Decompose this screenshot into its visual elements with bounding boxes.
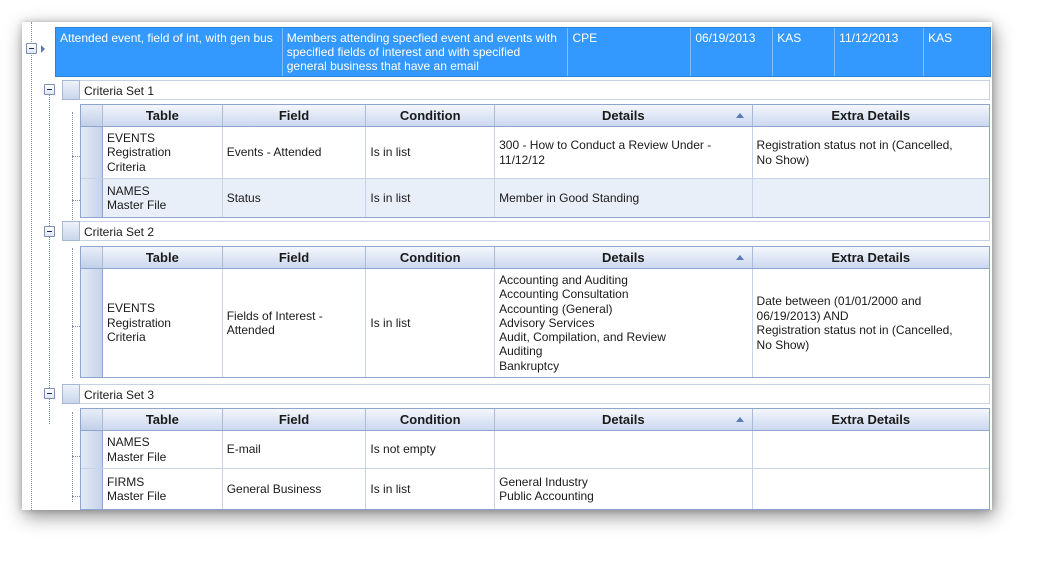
- collapse-icon[interactable]: [44, 388, 55, 399]
- cell-details[interactable]: Accounting and Auditing Accounting Consultation Accounting (General) Advisory Services Audit, Compilation, and Review Auditing Bankruptcy: [495, 269, 752, 377]
- master-type-cell[interactable]: CPE: [568, 28, 691, 76]
- sort-ascending-icon: [736, 113, 744, 118]
- row-header-corner: [81, 247, 103, 268]
- tree-line: [72, 456, 80, 457]
- collapse-icon[interactable]: [44, 84, 55, 95]
- criteria-set-3-table: [80, 408, 990, 510]
- collapse-icon[interactable]: [26, 43, 37, 54]
- tree-line: [72, 156, 80, 157]
- criteria-set-2-table: [80, 246, 990, 378]
- master-modified-date-cell[interactable]: 11/12/2013: [835, 28, 924, 76]
- table-header: [81, 105, 989, 127]
- row-header-corner: [81, 409, 103, 430]
- master-created-by-cell[interactable]: KAS: [773, 28, 835, 76]
- column-header-condition[interactable]: Condition: [366, 105, 495, 126]
- column-header-table[interactable]: Table: [103, 105, 223, 126]
- row-header-corner: [81, 105, 103, 126]
- row-header[interactable]: [81, 269, 103, 377]
- table-row[interactable]: [81, 269, 989, 377]
- sort-ascending-icon: [736, 255, 744, 260]
- cell-extra-details[interactable]: [753, 469, 989, 509]
- tree-line: [72, 326, 80, 327]
- column-header-details-label: Details: [601, 108, 645, 123]
- column-header-condition[interactable]: Condition: [366, 247, 495, 268]
- tree-line: [72, 112, 73, 222]
- column-header-field[interactable]: Field: [223, 247, 367, 268]
- tree-line: [31, 22, 32, 510]
- tree-line: [72, 200, 80, 201]
- row-handle[interactable]: [62, 384, 80, 404]
- cell-table[interactable]: FIRMS Master File: [103, 469, 223, 509]
- column-header-table[interactable]: Table: [103, 247, 223, 268]
- table-row[interactable]: [81, 431, 989, 469]
- master-description-cell[interactable]: Members attending specfied event and events with specified fields of interest and with specified general business that have an email: [283, 28, 569, 76]
- cell-table[interactable]: NAMES Master File: [103, 179, 223, 217]
- row-header[interactable]: [81, 179, 103, 217]
- column-header-details[interactable]: [495, 105, 752, 126]
- master-name-cell[interactable]: Attended event, field of int, with gen bus: [56, 28, 283, 76]
- cell-extra-details[interactable]: Date between (01/01/2000 and 06/19/2013) AND Registration status not in (Cancelled, No Show): [756, 294, 953, 352]
- criteria-set-label: Criteria Set 2: [80, 221, 990, 241]
- column-header-condition[interactable]: Condition: [366, 409, 495, 430]
- cell-extra-details[interactable]: Registration status not in (Cancelled, No Show): [756, 138, 953, 167]
- cell-details[interactable]: Member in Good Standing: [495, 179, 752, 217]
- row-handle[interactable]: [62, 221, 80, 241]
- row-header[interactable]: [81, 469, 103, 509]
- tree-line: [72, 412, 73, 502]
- table-header: [81, 247, 989, 269]
- table-header: [81, 409, 989, 431]
- criteria-set-header[interactable]: [62, 80, 990, 100]
- criteria-grid[interactable]: [22, 22, 992, 510]
- cell-field[interactable]: Events - Attended: [223, 127, 367, 178]
- cell-field[interactable]: General Business: [223, 469, 367, 509]
- column-header-details-label: Details: [601, 250, 645, 265]
- cell-extra-details[interactable]: [753, 179, 989, 217]
- criteria-set-1-table: [80, 104, 990, 218]
- column-header-extra-details[interactable]: Extra Details: [831, 412, 911, 427]
- table-row[interactable]: [81, 127, 989, 179]
- collapse-icon[interactable]: [44, 226, 55, 237]
- cell-table[interactable]: EVENTS Registration Criteria: [103, 127, 223, 178]
- cell-condition[interactable]: Is not empty: [366, 431, 495, 468]
- cell-condition[interactable]: Is in list: [366, 269, 495, 377]
- row-header[interactable]: [81, 127, 103, 178]
- column-header-details-label: Details: [601, 412, 645, 427]
- master-row-selected[interactable]: [55, 27, 991, 77]
- cell-field[interactable]: Fields of Interest - Attended: [223, 269, 367, 377]
- tree-line: [72, 248, 73, 378]
- cell-extra-details[interactable]: [753, 431, 989, 468]
- sort-ascending-icon: [736, 417, 744, 422]
- table-row[interactable]: [81, 179, 989, 217]
- cell-details[interactable]: [495, 431, 752, 468]
- cell-field[interactable]: Status: [223, 179, 367, 217]
- column-header-details[interactable]: [495, 247, 752, 268]
- cell-condition[interactable]: Is in list: [366, 127, 495, 178]
- master-modified-by-cell[interactable]: KAS: [928, 31, 953, 45]
- tree-line: [72, 496, 80, 497]
- criteria-set-header[interactable]: [62, 221, 990, 241]
- cell-condition[interactable]: Is in list: [366, 179, 495, 217]
- cell-field[interactable]: E-mail: [223, 431, 367, 468]
- cell-table[interactable]: EVENTS Registration Criteria: [103, 269, 223, 377]
- tree-line: [49, 84, 50, 424]
- row-handle[interactable]: [62, 80, 80, 100]
- table-row[interactable]: [81, 469, 989, 509]
- cell-details[interactable]: General Industry Public Accounting: [495, 469, 752, 509]
- column-header-extra-details[interactable]: Extra Details: [831, 250, 911, 265]
- column-header-field[interactable]: Field: [223, 105, 367, 126]
- column-header-extra-details[interactable]: Extra Details: [831, 108, 911, 123]
- current-row-indicator-icon: [41, 45, 45, 53]
- criteria-set-header[interactable]: [62, 384, 990, 404]
- cell-table[interactable]: NAMES Master File: [103, 431, 223, 468]
- column-header-field[interactable]: Field: [223, 409, 367, 430]
- cell-condition[interactable]: Is in list: [366, 469, 495, 509]
- column-header-details[interactable]: [495, 409, 752, 430]
- criteria-set-label: Criteria Set 3: [80, 384, 990, 404]
- criteria-set-label: Criteria Set 1: [80, 80, 990, 100]
- cell-details[interactable]: 300 - How to Conduct a Review Under - 11/12/12: [495, 127, 752, 178]
- master-created-date-cell[interactable]: 06/19/2013: [691, 28, 773, 76]
- row-header[interactable]: [81, 431, 103, 468]
- column-header-table[interactable]: Table: [103, 409, 223, 430]
